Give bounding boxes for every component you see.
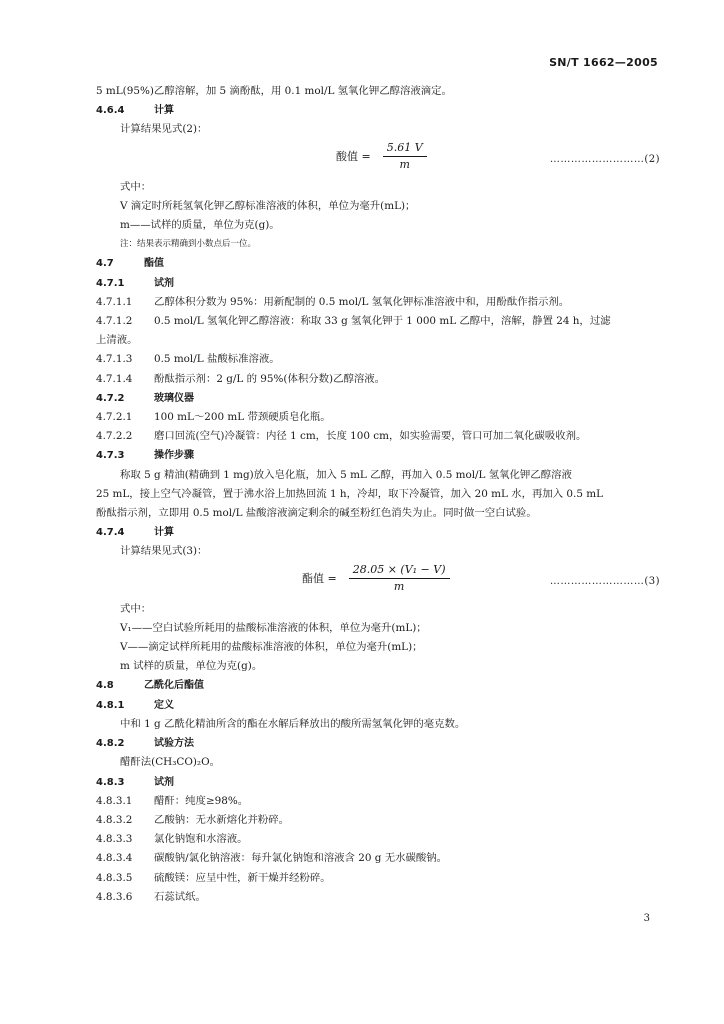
clause-continuation: 上清液。 bbox=[96, 334, 138, 347]
clause-text: 石蕊试纸。 bbox=[154, 890, 206, 903]
section-4-8-2 bbox=[96, 734, 662, 753]
variable-definition: m 试样的质量，单位为克(g)。 bbox=[120, 660, 263, 673]
formula-2 bbox=[96, 140, 662, 178]
section-4-7-3 bbox=[96, 446, 662, 465]
formula-numerator: 28.05 × (V₁ − V) bbox=[349, 562, 450, 579]
section-4-8-1 bbox=[96, 696, 662, 715]
formula-lhs: 酸值 = bbox=[336, 149, 371, 163]
clause-4-8-3-2 bbox=[96, 811, 662, 830]
section-4-7-1 bbox=[96, 274, 662, 293]
clause-number: 4.8.3.2 bbox=[96, 813, 133, 826]
section-number: 4.8.1 bbox=[96, 699, 125, 711]
clause-number: 4.8.3.6 bbox=[96, 890, 133, 903]
section-4-7-2 bbox=[96, 389, 662, 408]
clause-4-7-2-1 bbox=[96, 408, 662, 427]
section-4-8 bbox=[96, 676, 662, 695]
section-title: 试剂 bbox=[154, 776, 174, 788]
paragraph-line: 醋酐法(CH₃CO)₂O。 bbox=[120, 756, 220, 769]
section-title: 计算 bbox=[154, 527, 174, 539]
clause-4-8-3-6 bbox=[96, 888, 662, 907]
section-number: 4.7 bbox=[96, 258, 114, 270]
clause-number: 4.8.3.5 bbox=[96, 871, 133, 884]
text-line: 5 mL(95%)乙醇溶解，加 5 滴酚酞，用 0.1 mol/L 氢氧化钾乙醇溶液滴定。 bbox=[96, 85, 452, 97]
clause-number: 4.7.1.2 bbox=[96, 315, 133, 328]
variable-definition: V₁——空白试验所耗用的盐酸标准溶液的体积，单位为毫升(mL)； bbox=[120, 621, 427, 634]
clause-4-7-1-1 bbox=[96, 293, 662, 312]
clause-text: 乙酸钠：无水新熔化并粉碎。 bbox=[154, 813, 290, 826]
section-number: 4.7.3 bbox=[96, 450, 125, 462]
section-4-6-4 bbox=[96, 101, 662, 120]
clause-4-8-3-5 bbox=[96, 869, 662, 888]
where-label: 式中： bbox=[120, 602, 152, 615]
clause-text: 硫酸镁：应呈中性，新干燥并经粉碎。 bbox=[154, 871, 331, 884]
section-number: 4.7.1 bbox=[96, 277, 125, 289]
section-title: 试验方法 bbox=[154, 738, 194, 750]
clause-text: 碳酸钠/氯化钠溶液：每升氯化钠饱和溶液含 20 g 无水碳酸钠。 bbox=[154, 852, 448, 865]
section-number: 4.8.2 bbox=[96, 738, 125, 750]
section-title: 酯值 bbox=[144, 258, 164, 270]
section-title: 操作步骤 bbox=[154, 450, 194, 462]
clause-4-8-3-1 bbox=[96, 792, 662, 811]
section-title: 定义 bbox=[154, 699, 174, 711]
section-number: 4.8 bbox=[96, 680, 114, 692]
clause-text: 0.5 mol/L 盐酸标准溶液。 bbox=[154, 353, 280, 366]
variable-definition: V 滴定时所耗氢氧化钾乙醇标准溶液的体积，单位为毫升(mL)； bbox=[120, 199, 416, 212]
clause-text: 乙醇体积分数为 95%：用新配制的 0.5 mol/L 氢氧化钾标准溶液中和，用酚酞作指示剂。 bbox=[154, 295, 570, 308]
clause-number: 4.8.3.4 bbox=[96, 852, 133, 865]
variable-definition: V——滴定试样所耗用的盐酸标准溶液的体积，单位为毫升(mL)； bbox=[120, 641, 423, 654]
clause-number: 4.7.1.4 bbox=[96, 372, 133, 385]
section-4-7-4 bbox=[96, 523, 662, 542]
paragraph-line: 25 mL，接上空气冷凝管，置于沸水浴上加热回流 1 h，冷却，取下冷凝管，加入 20 mL 水，再加入 0.5 mL bbox=[96, 487, 604, 500]
clause-text: 100 mL～200 mL 带颈硬质皂化瓶。 bbox=[154, 411, 331, 424]
standard-code: SN/T 1662—2005 bbox=[549, 56, 658, 69]
section-number: 4.7.4 bbox=[96, 527, 125, 539]
clause-number: 4.7.1.1 bbox=[96, 295, 133, 308]
clause-number: 4.7.2.2 bbox=[96, 430, 133, 443]
formula-3 bbox=[96, 562, 662, 600]
clause-4-7-2-2 bbox=[96, 427, 662, 446]
calc-intro: 计算结果见式(3)： bbox=[120, 545, 208, 558]
formula-numerator: 5.61 V bbox=[383, 140, 427, 157]
clause-text: 0.5 mol/L 氢氧化钾乙醇溶液：称取 33 g 氢氧化钾于 1 000 mL 乙醇中，溶解，静置 24 h，过滤 bbox=[154, 315, 611, 328]
section-title: 计算 bbox=[154, 105, 174, 117]
section-4-7 bbox=[96, 254, 662, 273]
calc-intro: 计算结果见式(2)： bbox=[120, 123, 208, 136]
paragraph-line: 中和 1 g 乙酰化精油所含的酯在水解后释放出的酸所需氢氧化钾的毫克数。 bbox=[120, 717, 466, 730]
where-label: 式中： bbox=[120, 180, 152, 193]
variable-definition: m——试样的质量，单位为克(g)。 bbox=[120, 219, 280, 232]
paragraph-line: 称取 5 g 精油(精确到 1 mg)放入皂化瓶，加入 5 mL 乙醇，再加入 0.5 mol/L 氢氧化钾乙醇溶液 bbox=[120, 468, 572, 481]
section-number: 4.8.3 bbox=[96, 776, 125, 788]
clause-4-8-3-4 bbox=[96, 849, 662, 868]
clause-number: 4.7.2.1 bbox=[96, 411, 133, 424]
clause-4-7-1-2 bbox=[96, 312, 662, 331]
clause-number: 4.8.3.1 bbox=[96, 794, 133, 807]
section-4-8-3 bbox=[96, 773, 662, 792]
note: 注：结果表示精确到小数点后一位。 bbox=[120, 239, 257, 250]
clause-number: 4.8.3.3 bbox=[96, 833, 133, 846]
formula-lhs: 酯值 = bbox=[302, 571, 337, 585]
formula-denominator: m bbox=[399, 157, 410, 171]
section-number: 4.6.4 bbox=[96, 105, 125, 117]
page-number: 3 bbox=[643, 913, 650, 924]
document-body bbox=[96, 82, 662, 907]
paragraph-line: 酚酞指示剂，立即用 0.5 mol/L 盐酸溶液滴定剩余的碱至粉红色消失为止。同时做一空白试验。 bbox=[96, 507, 537, 520]
section-title: 玻璃仪器 bbox=[154, 392, 194, 404]
section-number: 4.7.2 bbox=[96, 392, 125, 404]
clause-number: 4.7.1.3 bbox=[96, 353, 133, 366]
formula-denominator: m bbox=[393, 579, 405, 593]
clause-4-8-3-3 bbox=[96, 830, 662, 849]
clause-text: 氯化钠饱和水溶液。 bbox=[154, 833, 248, 846]
equation-number: ………………………(3) bbox=[549, 575, 660, 587]
equation-number: ………………………(2) bbox=[549, 153, 660, 165]
clause-text: 磨口回流(空气)冷凝管：内径 1 cm，长度 100 cm，如实验需要，管口可加二氧化碳吸收剂。 bbox=[154, 430, 587, 443]
section-title: 试剂 bbox=[154, 277, 174, 289]
clause-text: 酚酞指示剂：2 g/L 的 95%(体积分数)乙醇溶液。 bbox=[154, 372, 386, 385]
clause-text: 醋酐：纯度≥98%。 bbox=[154, 794, 249, 807]
clause-4-7-1-3 bbox=[96, 350, 662, 369]
clause-4-7-1-4 bbox=[96, 370, 662, 389]
section-title: 乙酰化后酯值 bbox=[144, 680, 204, 692]
